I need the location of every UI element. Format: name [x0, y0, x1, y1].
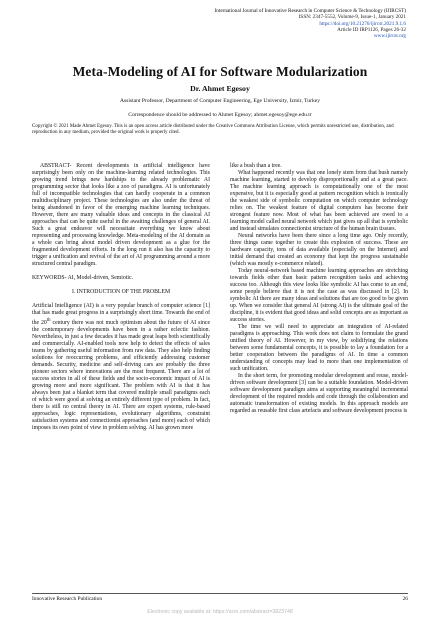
journal-name: International Journal of Innovative Research in Computer Science & Technology (IJIRCST): [214, 8, 406, 14]
author-name: Dr. Ahmet Egesoy: [190, 84, 250, 93]
ssrn-watermark: Electronic copy available at: https://ssrn.com/abstract=3823748: [147, 609, 293, 615]
right-column: [230, 163, 408, 415]
abstract-paragraph: ABSTRACT- Recent developments in artificial intelligence have surprisingly been only on the machine-learning related technologies. This growing trend brings new hardships to the already problematic AI programming sector that looks like a zoo of paradigms. AI is unfortunately full of incompatible technologies that can hardly cooperate in a common multidisciplinary project. These technologies are also under the threat of being abandoned in favor of the emerging machine learning techniques. However, there are many valuable ideas and concepts in the classical AI approaches that can be quite useful in the awaiting challenges of general AI. Such a great endeavor will necessitate everything we know about representing and processing knowledge. Meta-modeling of the AI domain as a whole can bring about model driven development as a glue for the fragmented development efforts. In the long run it also has the capacity to trigger a unification and revival of the art of AI programming around a more structured central paradigm.: [32, 163, 210, 267]
journal-header: [106, 8, 406, 39]
body-paragraph-continued: like a bush than a tree.: [230, 163, 282, 169]
body-paragraph: The time we will need to appreciate an integration of AI-related paradigms is approaching. This work does not claim to formulate the grand unified theory of AI. However, in my view, by solidifying the relations between some fundamental concepts, it is possible to lay a foundation for a better cooperation between the paradigms of AI. In time a common understanding of concepts may lead to more than one implementation of such unification.: [230, 324, 408, 372]
article-id: Article ID IRP1126, Pages 26-32: [337, 26, 406, 33]
correspondence-line: Correspondence should be addressed to Ahmet Egesoy; ahmet.egesoy@ege.edu.tr: [128, 112, 312, 118]
paper-title: Meta-Modeling of AI for Software Modularization: [72, 64, 368, 79]
body-paragraph: In the short term, for promoting modular development and reuse, model-driven software development [3] can be a suitable foundation. Model-driven software development paradigm aims at supporting meaningful incremental development of the required models and code through the collaboration and automatic transformation of existing models. In this approach models are regarded as reusable first class artefacts and software development process is: [230, 373, 408, 414]
website-link[interactable]: www.ijircst.org: [373, 33, 406, 40]
intro-text-start: Artificial Intelligence (AI) is a very popular branch of computer science [1] that has made great progress in a surprisingly short time. Towards the end of the 20: [32, 303, 210, 326]
left-column: [32, 163, 210, 432]
body-paragraph: What happened recently was that one lonely stem from that bush namely machine learning, started to develop disproportionally and at a great pace. The machine learning approach is computationally one of the most expensive, but it is especially good at pattern recognition which is ironically the weakest side of symbolic computation on which computer technology relies on. The weakest feature of digital computers has become their strongest feature now. Most of what has been achieved are owed to a learning model called neural network which just gives up all that is symbolic and instead simulates connectionist structure of the human brain tissues.: [230, 170, 408, 232]
body-paragraph: Today neural-network based machine learning approaches are stretching towards fields other than basic pattern recognition tasks and achieving success too. Although this view looks like symbolic AI has come to an end, some people believe that it is not the case as was discussed in [2]. In symbolic AI there are many ideas and solutions that are too good to be given up. When we consider that general AI (strong AI) is the ultimate goal of the discipline, it is evident that good ideas and solid concepts are as important as success stories.: [230, 268, 408, 323]
copyright-notice: Copyright © 2021 Made Ahmet Egesoy. This is an open access article distributed under the Creative Commons Attribution License, which permits unrestricted use, distribution, and reproduction in any medium, provided the original work is properly cited.: [32, 124, 394, 136]
page-number: 26: [402, 596, 408, 602]
section-heading: I. INTRODUCTION OF THE PROBLEM: [71, 289, 171, 295]
intro-superscript: th: [46, 318, 51, 323]
intro-text-rest: century there was not much optimism about the future of AI since the contemporary developments have been in a rather eclectic fashion. Nevertheless, in just a few decades it has made great leaps both scientifically and commercially. AI-enabled tools now help to detect the effects of sales teams by gathering useful information from raw data. They also help finding solutions for reoccurring problems, and efficiently addressing customer demands. Security, medicine and self-driving cars are probably the three pioneer sectors where innovations are the most frequent. There are a lot of success stories in all of these fields and the socio-economic impact of AI is growing more and more significant. The problem with AI is that it has always been just a blanket term that covered multiple small paradigms each of which were good at solving an entirely different type of problem. In fact, there is still no central theory in AI. There are expert systems, rule-based approaches, logic representations, evolutionary algorithms, constraint satisfaction systems and connectionist approaches (and more) each of which imposes its own point of view in problem solving. AI has grown more: [32, 319, 210, 431]
footer-divider: [32, 593, 408, 594]
doi-link[interactable]: https://doi.org/10.21276/ijircst.2021.9.1.6: [319, 20, 406, 27]
footer-publisher: Innovative Research Publication: [32, 596, 103, 602]
author-affiliation: Assistant Professor, Department of Computer Engineering, Ege University, Izmir, Turkey: [119, 98, 321, 104]
keywords-line: KEYWORDS- AI, Model-driven, Semiotic.: [32, 275, 133, 281]
intro-paragraph: [32, 303, 210, 432]
issn-line: ISSN: 2347-5552, Volume-9, Issue-1, January 2021: [298, 14, 406, 21]
body-paragraph: Neural networks have been there since a long time ago. Only recently, three things came together to create this explosion of success. These are hardware capacity, tons of data available (especially on the Internet) and initial demand that created an economy that kept the progress sustainable (which was mostly e-commerce related).: [230, 233, 408, 267]
